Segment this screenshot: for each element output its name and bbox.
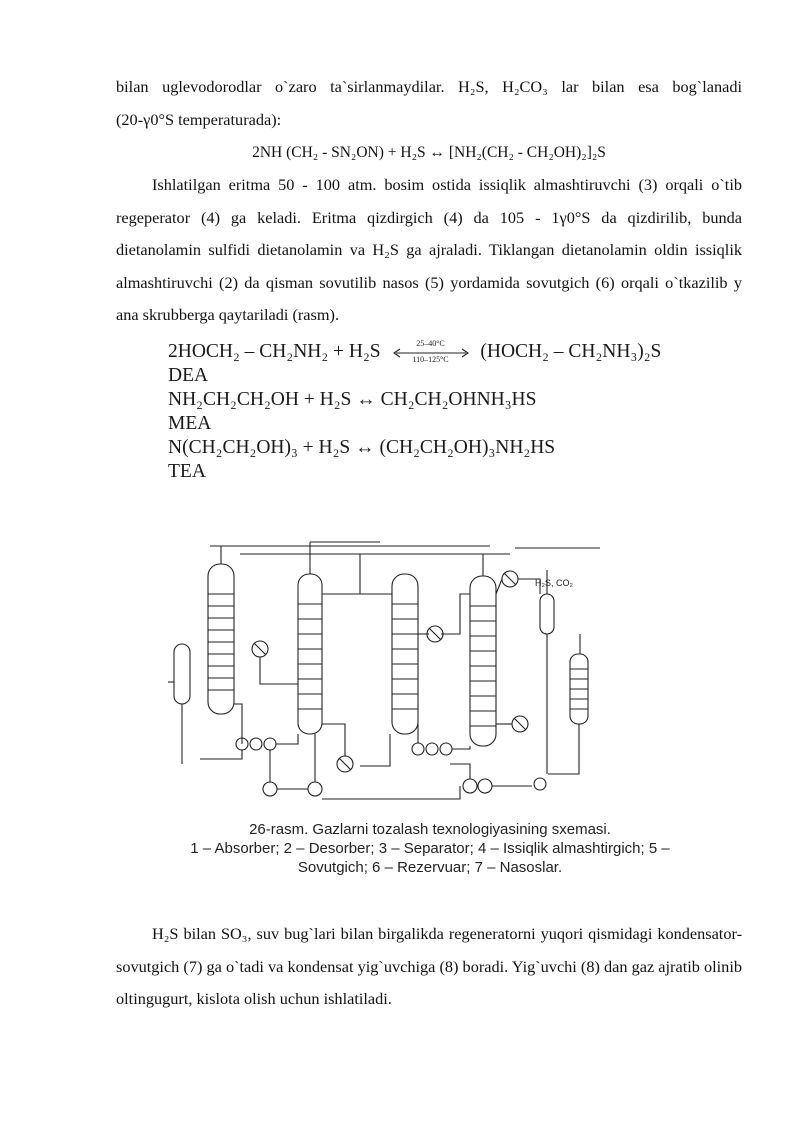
label-h2s-co2: H₂S, CO₂ bbox=[535, 578, 573, 588]
reaction-dea-left: 2HOCH₂ – CH₂NH₂ + H₂S bbox=[168, 341, 381, 362]
condition-forward: 25–40°C bbox=[416, 338, 445, 348]
pump bbox=[308, 782, 322, 796]
gas-treatment-flow-diagram bbox=[160, 534, 610, 810]
separator-column bbox=[392, 574, 418, 734]
pump bbox=[478, 779, 492, 793]
figure-caption bbox=[150, 820, 710, 877]
condition-reverse: 110–125°C bbox=[412, 354, 449, 364]
paragraph-3: H₂S bilan SO₃, suv bug`lari bilan birgalikda regeneratorni yuqori qismidagi kondensator-sovutgich (7) ga o`tadi va kondensat yig`uvchiga (8) boradi. Yig`uvchi (8) dan gaz ajratib olinib oltingugurt, kislota olish uchun ishlatiladi. bbox=[116, 924, 742, 1008]
reaction-dea bbox=[168, 340, 728, 364]
pump bbox=[534, 778, 546, 790]
label-tea: TEA bbox=[168, 461, 206, 482]
label-mea: MEA bbox=[168, 413, 212, 434]
reversible-arrow bbox=[390, 338, 472, 365]
label-dea: DEA bbox=[168, 365, 209, 386]
paragraph-1 bbox=[116, 71, 742, 136]
reaction-mea: NH₂CH₂CH₂OH + H₂S ↔ CH₂CH₂OHNH₃HS bbox=[168, 389, 537, 410]
inlet-separator bbox=[174, 644, 190, 704]
paragraph-1-line-1: bilan uglevodorodlar o`zaro ta`sirlanmaydilar. H₂S, H₂CO₃ lar bilan esa bog`lanadi bbox=[116, 77, 742, 96]
paragraph-2: Ishlatilgan eritma 50 - 100 atm. bosim ostida issiqlik almashtiruvchi (3) orqali o`tib regeperator (4) ga keladi. Eritma qizdirgich (4) da 105 - 1γ0°S da qizdirilib, bunda dietanolamin sulfidi dietanolamin va H₂S ga ajraladi. Tiklangan dietanolamin oldin issiqlik almashtiruvchi (2) da qisman sovutilib nasos (5) yordamida sovutgich (6) orqali o`tkazilib y ana skrubberga qaytariladi (rasm). bbox=[116, 175, 742, 324]
dea-sulfide-equation: 2NH (CH₂ - SN₂ON) + H₂S ↔ [NH₂(CH₂ - CH₂OH)₂]₂S bbox=[252, 144, 606, 161]
caption-legend-1: 1 – Absorber; 2 – Desorber; 3 – Separator; 4 – Issiqlik almashtirgich; 5 – bbox=[190, 840, 670, 857]
condensate-collector bbox=[540, 594, 554, 634]
caption-legend-2: Sovutgich; 6 – Rezervuar; 7 – Nasoslar. bbox=[297, 859, 563, 876]
desorber-column bbox=[298, 574, 322, 734]
absorber-column bbox=[208, 564, 234, 714]
reaction-dea-right: (HOCH₂ – CH₂NH₃)₂S bbox=[480, 341, 662, 362]
pump bbox=[263, 782, 277, 796]
amine-reactions bbox=[168, 340, 728, 484]
paragraph-1-line-2: (20-γ0°S temperaturada): bbox=[116, 109, 282, 129]
reaction-tea: N(CH₂CH₂OH)₃ + H₂S ↔ (CH₂CH₂OH)₃NH₂HS bbox=[168, 437, 556, 458]
pump bbox=[463, 779, 477, 793]
regenerator-column bbox=[470, 576, 496, 746]
caption-title: 26-rasm. Gazlarni tozalash texnologiyasining sxemasi. bbox=[249, 821, 611, 838]
